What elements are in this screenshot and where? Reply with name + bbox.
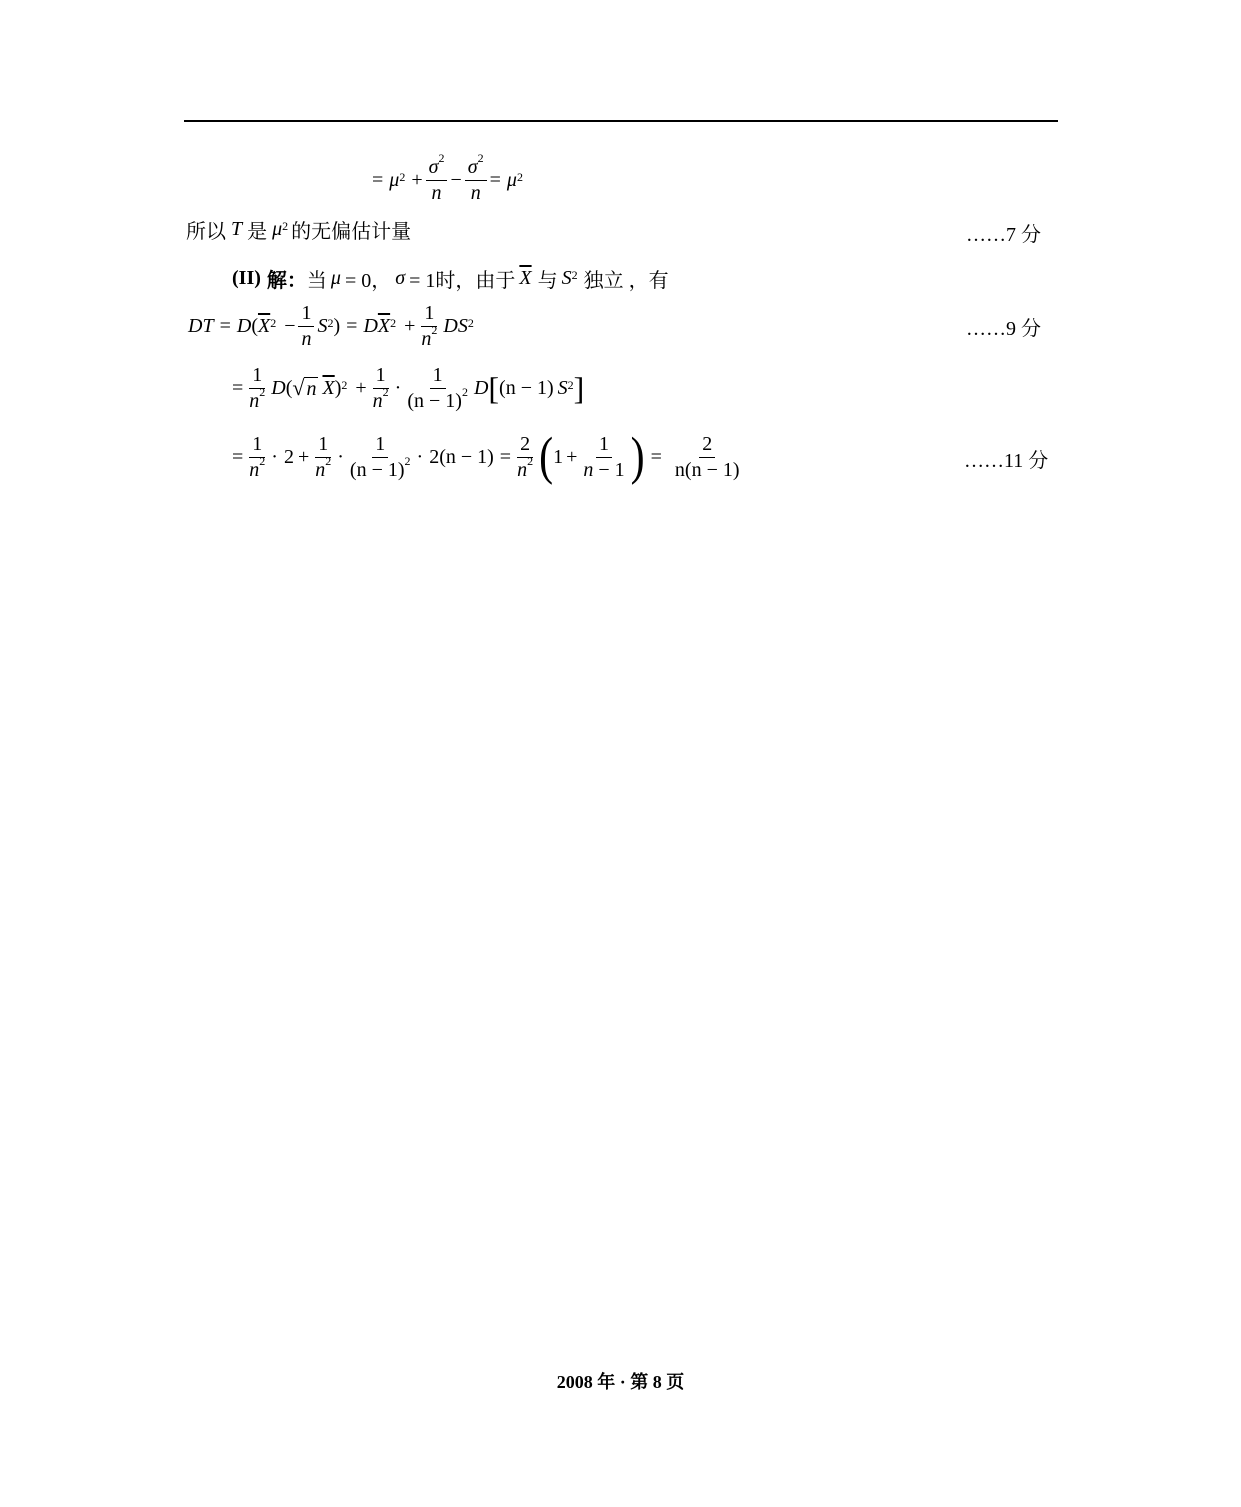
denominator-n: n xyxy=(583,458,594,481)
fraction-1-over-n2 xyxy=(312,434,334,481)
dot-operator: · xyxy=(416,445,424,468)
header-rule xyxy=(184,120,1058,122)
exponent: 2 xyxy=(477,150,484,165)
sigma-symbol: σ xyxy=(428,155,439,178)
exponent: 2 xyxy=(382,384,389,399)
minus-sign: − xyxy=(450,168,462,191)
variable-T: T xyxy=(231,217,243,240)
equation-line-5: = $\frac{1}{n^2}$ D ( √ n $\overline{X}$ ) $^2$ + $\frac{1}{n^2}$ · $\frac{1}{(n - 1)^2}$ D [ (n − 1) S $^2$ ] xyxy=(232,363,585,412)
exponent: 2 xyxy=(404,453,411,468)
exponent: 2 xyxy=(527,453,534,468)
mu-symbol: μ xyxy=(272,217,283,240)
sqrt-n: √ n xyxy=(292,375,317,400)
text-unbiased-estimator: 的无偏估计量 xyxy=(291,220,412,243)
exponent: 2 xyxy=(438,150,445,165)
fraction-1-over-n xyxy=(298,303,314,350)
mu-symbol: μ xyxy=(506,168,517,191)
denominator-n: n xyxy=(421,327,432,350)
denominator-n: n xyxy=(249,389,260,412)
text-dang: 当 xyxy=(306,269,327,292)
fraction-1-over-n-minus-1: $\frac{1}{n - 1}$ xyxy=(583,432,625,481)
conclusion-statement: 所以 T 是 μ $^2$ 的无偏估计量 xyxy=(186,216,411,242)
numerator-1: 1 xyxy=(315,434,331,458)
exponent: 2 xyxy=(259,453,266,468)
operator-D: D xyxy=(271,376,286,399)
numerator-1: 1 xyxy=(372,434,388,458)
page-footer: 2008 年 · 第 8 页 xyxy=(556,1372,685,1392)
numerator-1: 1 xyxy=(298,303,314,327)
operator-D: D xyxy=(363,314,378,337)
numerator-1: 1 xyxy=(596,434,612,458)
variable-S: S xyxy=(561,266,572,289)
operator-D: D xyxy=(236,314,252,337)
denominator-n: n xyxy=(517,458,528,481)
denominator-n: n xyxy=(315,458,326,481)
exponent: 2 xyxy=(325,453,332,468)
variable-S: S xyxy=(557,376,568,399)
text-independent: 独立 ，有 xyxy=(583,269,669,292)
equals-sign: = xyxy=(489,168,501,191)
fraction-sigma2-over-n xyxy=(426,150,448,204)
solution-label: 解： xyxy=(266,269,307,292)
x-bar: $\overline{X}$ xyxy=(377,314,391,337)
exponent: 2 xyxy=(259,384,266,399)
operator-D: D xyxy=(443,314,458,337)
numerator-1: 1 xyxy=(249,434,265,458)
x-bar: $\overline{X}$ xyxy=(519,266,532,289)
n-minus-1: (n − 1) xyxy=(499,376,554,399)
n-minus-1: (n − 1) xyxy=(407,389,462,412)
dot-operator: · xyxy=(271,445,278,468)
fraction-1-over-nm1-squared xyxy=(347,434,414,481)
mu-symbol: μ xyxy=(330,266,341,289)
part-label: (II) xyxy=(232,266,261,289)
n-minus-1: (n − 1) xyxy=(349,458,405,481)
mu-symbol: μ xyxy=(389,168,400,191)
part-ii-intro: (II) 解： 当 μ = 0， σ = 1时，由于 $\overline{X}$ 与 S $^2$ 独立 ，有 xyxy=(232,264,669,292)
dot-operator: · xyxy=(337,445,344,468)
score-9: ……9 分 xyxy=(966,318,1041,340)
equals-zero: = 0， xyxy=(344,269,392,292)
exponent: 2 xyxy=(461,384,468,399)
numerator-2: 2 xyxy=(517,434,533,458)
denominator-n: n xyxy=(431,181,442,204)
text-suoyi: 所以 xyxy=(186,220,226,243)
sigma-symbol: σ xyxy=(467,155,478,178)
two-n-minus-1: 2(n − 1) xyxy=(429,445,494,468)
fraction-2-over-n2 xyxy=(514,434,536,481)
equation-line-6: = $\frac{1}{n^2}$ · 2 + $\frac{1}{n^2}$ · $\frac{1}{(n - 1)^2}$ · 2(n − 1) = $\frac{2}{n^2}$ ( 1 + $\frac{1}{n - 1}$ ) = $\frac{2}{n(n - 1)}$ xyxy=(232,424,746,490)
denominator-n-n-minus-1: n(n − 1) xyxy=(674,458,740,481)
variable-S: S xyxy=(317,314,328,337)
fraction-2-over-n-n-minus-1 xyxy=(672,434,743,481)
numerator-1: 1 xyxy=(373,365,389,389)
score-11: ……11 分 xyxy=(964,450,1049,472)
numerator-1: 1 xyxy=(421,303,437,327)
text-shi: 是 xyxy=(247,220,268,243)
fraction-sigma2-over-n xyxy=(465,150,487,204)
fraction-1-over-nm1-squared xyxy=(404,365,471,412)
dt-term: DT xyxy=(188,314,214,337)
constant-1: 1 xyxy=(553,445,564,468)
equals-one-text: = 1时，由于 xyxy=(409,269,516,292)
equals-sign: = xyxy=(346,314,358,337)
equals-sign: = xyxy=(219,314,231,337)
denominator-n: n xyxy=(249,458,260,481)
fraction-1-over-n2 xyxy=(370,365,392,412)
constant-2: 2 xyxy=(283,445,294,468)
x-bar: $\overline{X}$ xyxy=(257,314,271,337)
x-bar: $\overline{X}$ xyxy=(322,376,335,399)
fraction-1-over-n2 xyxy=(418,303,440,350)
numerator-2: 2 xyxy=(699,434,715,458)
text-yu: 与 xyxy=(537,269,558,292)
fraction-1-over-n2 xyxy=(246,365,268,412)
equation-line-4: DT = D ( $\overline{X}$ $^2$ − $\frac{1}{n}$ S $^2$ ) = D $\overline{X}$ $^2$ + $\frac{1}{n^2}$ D S $^2$ xyxy=(188,301,474,350)
denominator-n: n xyxy=(301,327,312,350)
variable-S: S xyxy=(457,314,468,337)
dot-operator: · xyxy=(394,376,402,399)
operator-D: D xyxy=(473,376,489,399)
fraction-1-over-n2 xyxy=(246,434,268,481)
numerator-1: 1 xyxy=(430,365,446,389)
plus-sign: + xyxy=(411,168,423,191)
denominator-n: n xyxy=(470,181,481,204)
denominator-n: n xyxy=(372,389,383,412)
sigma-symbol: σ xyxy=(395,266,406,289)
exponent: 2 xyxy=(431,322,438,337)
numerator-1: 1 xyxy=(249,365,265,389)
score-7: ……7 分 xyxy=(966,224,1041,246)
equals-sign: = xyxy=(372,168,384,191)
equation-line-1: = μ $^2$ + $\frac{\sigma^2}{n}$ − $\frac{\sigma^2}{n}$ = μ $^2$ xyxy=(372,150,523,204)
